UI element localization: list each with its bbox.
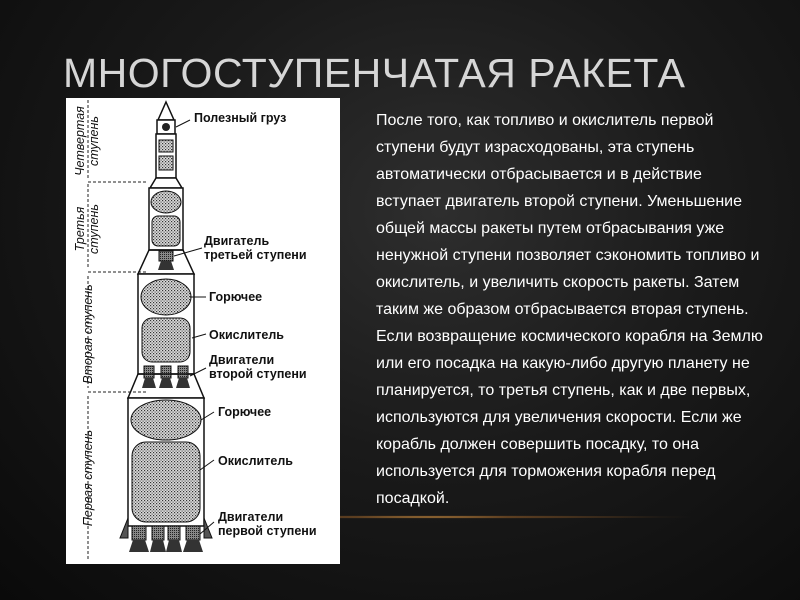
label-third-engine: [204, 234, 307, 262]
label-fuel-second: Горючее: [209, 290, 263, 304]
stage-label-fourth-line1: Четвертая: [73, 106, 87, 176]
stage-label-third-line1: Третья: [73, 206, 87, 252]
label-first-engines-line1: Двигатели: [218, 510, 284, 524]
slide-title: МНОГОСТУПЕНЧАТАЯ РАКЕТА: [63, 50, 686, 96]
rocket-diagram: [66, 98, 340, 564]
stage-label-third: [73, 193, 103, 265]
label-third-engine-line2: третьей ступени: [204, 248, 307, 262]
stage-label-fourth: [73, 105, 103, 177]
stage-label-third-line2: ступень: [87, 204, 101, 254]
body-paragraph: После того, как топливо и окислитель первой ступени будут израсходованы, эта ступень автоматически отбрасывается и в действие вступает двигатель второй ступени. Уменьшение общей массы ракеты путем отбрасывания уже ненужной ступени позволяет сэкономить топливо и окислитель, и увеличить скорость ракеты. Затем таким же образом отбрасывается вторая ступень. Если возвращение космического корабля на Землю или его посадка на какую-либо другую планету не планируется, то третья ступень, как и две первых, используются для увеличения скорости. Если же корабль должен совершить посадку, то она используется для торможения корабля перед посадкой.: [376, 112, 763, 507]
label-oxidizer-first: Окислитель: [218, 454, 293, 468]
stage-label-fourth-line2: ступень: [87, 116, 101, 166]
label-second-engines-line1: Двигатели: [209, 353, 275, 367]
rocket-drawing: [66, 98, 340, 564]
decorative-glow-line: [300, 515, 770, 519]
stage-label-second: Вторая ступень: [81, 284, 95, 384]
label-second-engines: [209, 353, 307, 381]
label-first-engines-line2: первой ступени: [218, 524, 317, 538]
label-fuel-first: Горючее: [218, 405, 272, 419]
label-third-engine-line1: Двигатель: [204, 234, 270, 248]
label-second-engines-line2: второй ступени: [209, 367, 307, 381]
label-oxidizer-second: Окислитель: [209, 328, 284, 342]
label-payload: Полезный груз: [194, 111, 287, 125]
stage-label-first: Первая ступень: [81, 429, 95, 527]
label-first-engines: [218, 510, 317, 538]
